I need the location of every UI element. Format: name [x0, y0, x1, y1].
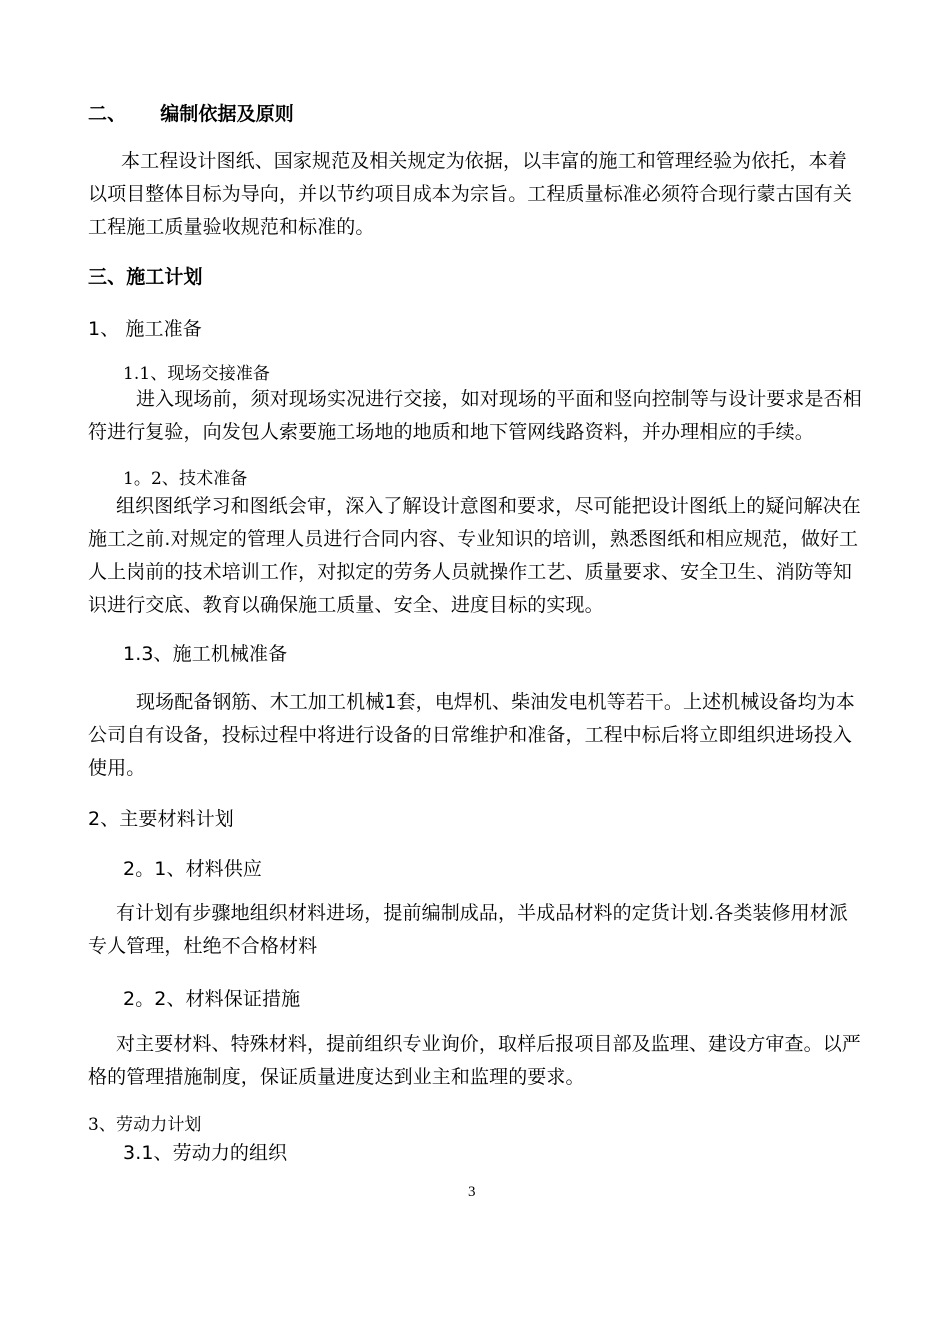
paragraph-line: 人上岗前的技术培训工作，对拟定的劳务人员就操作工艺、质量要求、安全卫生、消防等知	[88, 561, 853, 583]
section-heading: 三、施工计划	[88, 266, 203, 288]
paragraph-line: 识进行交底、教育以确保施工质量、安全、进度目标的实现。	[88, 594, 604, 616]
paragraph-line: 符进行复验，向发包人索要施工场地的地质和地下管网线路资料，并办理相应的手续。	[88, 421, 814, 443]
subsubsection-heading: 1.3、施工机械准备	[123, 643, 288, 665]
paragraph-line: 本工程设计图纸、国家规范及相关规定为依据，以丰富的施工和管理经验为依托，本着	[121, 150, 847, 172]
subsubsection-heading: 1.1、现场交接准备	[123, 364, 271, 384]
paragraph-line: 对主要材料、特殊材料，提前组织专业询价，取样后报项目部及监理、建设方审查。以严	[116, 1033, 861, 1055]
subsection-heading: 1、 施工准备	[88, 318, 202, 340]
paragraph-line: 施工之前.对规定的管理人员进行合同内容、专业知识的培训，熟悉图纸和相应规范，做好工	[88, 528, 859, 550]
paragraph-line: 公司自有设备，投标过程中将进行设备的日常维护和准备，工程中标后将立即组织进场投入	[88, 724, 853, 746]
subsubsection-heading: 3.1、劳动力的组织	[123, 1142, 288, 1164]
page-number: 3	[468, 1184, 476, 1200]
paragraph-line: 专人管理，杜绝不合格材料	[88, 935, 318, 957]
paragraph-line: 使用。	[88, 757, 146, 779]
subsection-heading: 3、劳动力计划	[88, 1115, 202, 1135]
subsubsection-heading: 2。1、材料供应	[123, 858, 262, 880]
subsection-heading: 2、主要材料计划	[88, 808, 234, 830]
section-title: 编制依据及原则	[160, 103, 294, 125]
section-heading	[88, 101, 294, 127]
paragraph-line: 有计划有步骤地组织材料进场，提前编制成品，半成品材料的定货计划.各类装修用材派	[116, 902, 848, 924]
paragraph-line: 进入现场前，须对现场实况进行交接，如对现场的平面和竖向控制等与设计要求是否相	[136, 388, 862, 410]
subsubsection-heading: 1。2、技术准备	[123, 469, 248, 489]
paragraph-line: 现场配备钢筋、木工加工机械1套，电焊机、柴油发电机等若干。上述机械设备均为本	[136, 691, 855, 713]
paragraph-line: 组织图纸学习和图纸会审，深入了解设计意图和要求，尽可能把设计图纸上的疑问解决在	[116, 495, 861, 517]
section-number: 二、	[88, 103, 127, 125]
paragraph-line: 以项目整体目标为导向，并以节约项目成本为宗旨。工程质量标准必须符合现行蒙古国有关	[88, 183, 853, 205]
subsubsection-heading: 2。2、材料保证措施	[123, 988, 301, 1010]
paragraph-line: 格的管理措施制度，保证质量进度达到业主和监理的要求。	[88, 1066, 585, 1088]
paragraph-line: 工程施工质量验收规范和标准的。	[88, 216, 375, 238]
